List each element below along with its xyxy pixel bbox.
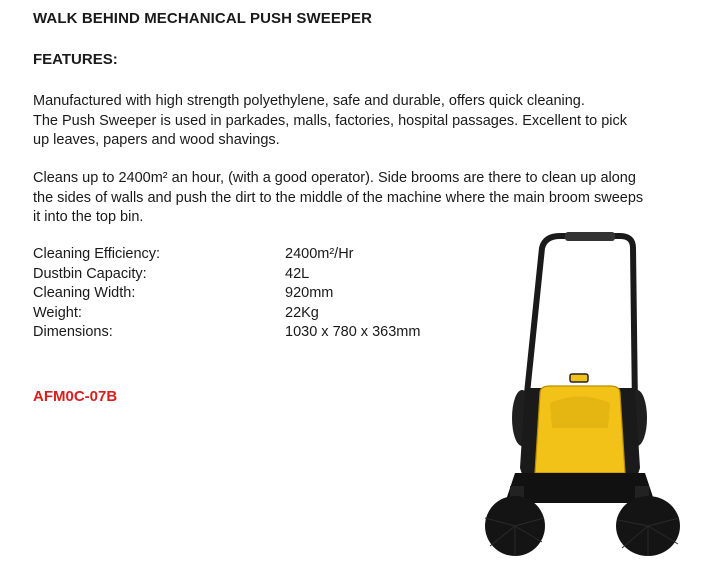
spec-row — [33, 284, 420, 304]
paragraph-line: Cleans up to 2400m² an hour, (with a good operator). Side brooms are there to clean up along — [33, 170, 636, 186]
model-code: AFM0C-07B — [33, 388, 118, 405]
paragraph-line: Manufactured with high strength polyethylene, safe and durable, offers quick cleaning. — [33, 93, 585, 109]
paragraph-line: it into the top bin. — [33, 209, 144, 225]
spec-label: Cleaning Width: — [33, 285, 136, 301]
features-heading: FEATURES: — [33, 51, 118, 68]
spec-label: Dimensions: — [33, 324, 113, 340]
spec-row — [33, 323, 420, 343]
spec-value: 42L — [285, 265, 310, 282]
description-paragraph-2 — [33, 169, 713, 228]
description-paragraph-1 — [33, 92, 713, 151]
spec-label: Dustbin Capacity: — [33, 265, 147, 282]
lid-handle — [570, 374, 588, 382]
handle-grip — [565, 232, 615, 241]
specifications-list — [33, 245, 420, 343]
paragraph-line: up leaves, papers and wood shavings. — [33, 132, 280, 148]
push-sweeper-image — [470, 228, 720, 568]
sweeper-hood — [505, 473, 655, 503]
spec-row — [33, 245, 420, 265]
spec-value: 22Kg — [285, 304, 319, 321]
left-side-broom — [485, 496, 545, 556]
paragraph-line: The Push Sweeper is used in parkades, malls, factories, hospital passages. Excellent to pick — [33, 112, 627, 129]
right-side-broom — [616, 496, 680, 556]
spec-label: Weight: — [33, 304, 82, 321]
spec-row — [33, 304, 420, 324]
spec-value: 1030 x 780 x 363mm — [285, 324, 421, 340]
document-title: WALK BEHIND MECHANICAL PUSH SWEEPER — [33, 10, 373, 27]
spec-label: Cleaning Efficiency: — [33, 246, 161, 262]
spec-value: 2400m²/Hr — [285, 246, 354, 262]
spec-value: 920mm — [285, 285, 334, 301]
bin-lid-recess — [550, 397, 610, 429]
spec-row — [33, 265, 420, 285]
paragraph-line: the sides of walls and push the dirt to the middle of the machine where the main broom sweeps — [33, 189, 644, 206]
